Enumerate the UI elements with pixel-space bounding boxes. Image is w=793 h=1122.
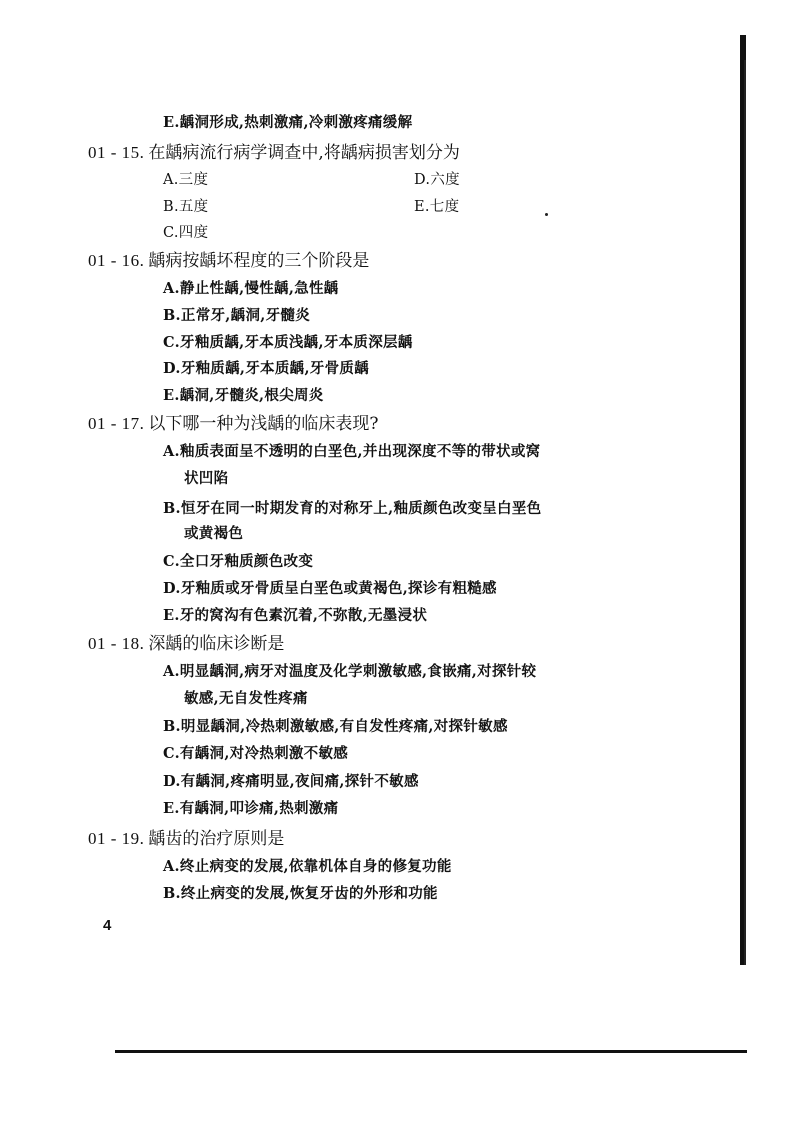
option-d: D.牙釉质或牙骨质呈白垩色或黄褐色,探诊有粗糙感 [163,580,497,597]
option-d: D.牙釉质龋,牙本质龋,牙骨质龋 [163,360,370,377]
option-b-line-1: B.恒牙在同一时期发育的对称牙上,釉质颜色改变呈白垩色 [163,500,542,517]
option-b: B.五度 [163,199,209,215]
option-c: C.牙釉质龋,牙本质浅龋,牙本质深层龋 [163,334,413,351]
option-d: D.六度 [414,172,460,188]
option-a-line-2: 状凹陷 [184,470,229,487]
option-b-line-2: 或黄褐色 [184,525,244,542]
bottom-rule [115,1050,747,1053]
question-number: 01 - 17. [88,414,145,433]
option-b: B.终止病变的发展,恢复牙齿的外形和功能 [163,885,438,902]
option-e: E.牙的窝沟有色素沉着,不弥散,无墨浸状 [163,607,428,624]
question-18 [88,634,284,654]
option-b: B.正常牙,龋洞,牙髓炎 [163,307,310,324]
right-margin-rule-inner [744,60,746,965]
question-text: 龋病按龋坏程度的三个阶段是 [148,251,370,271]
option-a: A.三度 [163,172,209,188]
option-a-line-1: A.明显龋洞,病牙对温度及化学刺激敏感,食嵌痛,对探针较 [163,663,537,680]
option-a: A.终止病变的发展,依靠机体自身的修复功能 [163,858,452,875]
question-text: 龋齿的治疗原则是 [148,829,285,849]
option-a-line-1: A.釉质表面呈不透明的白垩色,并出现深度不等的带状或窝 [163,443,541,460]
option-e: E.龋洞,牙髓炎,根尖周炎 [163,387,324,404]
option-a-line-2: 敏感,无自发性疼痛 [184,690,308,707]
question-17 [88,414,379,434]
option-c: C.四度 [163,225,209,241]
option-c: C.全口牙釉质颜色改变 [163,553,314,570]
question-text: 以下哪一种为浅龋的临床表现? [148,414,379,434]
question-15 [88,143,460,163]
page-number: 4 [103,917,112,934]
question-number: 01 - 15. [88,143,145,162]
option-c: C.有龋洞,对冷热刺激不敏感 [163,745,349,762]
option-d: D.有龋洞,疼痛明显,夜间痛,探针不敏感 [163,773,419,790]
stray-mark [545,213,548,216]
question-text: 在龋病流行病学调查中,将龋病损害划分为 [148,143,460,163]
question-19 [88,829,284,849]
option-e: E.七度 [414,199,460,215]
question-number: 01 - 16. [88,251,145,270]
option-e-q14: E.龋洞形成,热刺激痛,冷刺激疼痛缓解 [163,114,413,131]
option-b: B.明显龋洞,冷热刺激敏感,有自发性疼痛,对探针敏感 [163,718,508,735]
question-16 [88,251,369,271]
question-number: 01 - 19. [88,829,145,848]
option-e: E.有龋洞,叩诊痛,热刺激痛 [163,800,339,817]
question-number: 01 - 18. [88,634,145,653]
question-text: 深龋的临床诊断是 [148,634,285,654]
option-a: A.静止性龋,慢性龋,急性龋 [163,280,339,297]
